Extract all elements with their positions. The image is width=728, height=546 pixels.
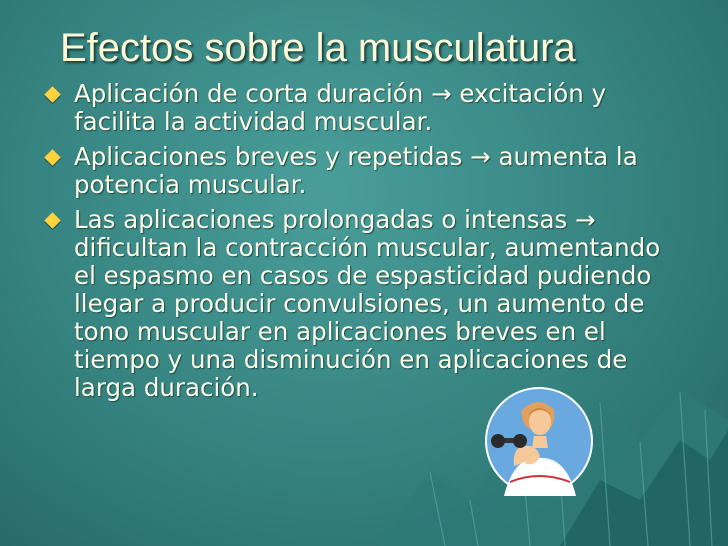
woman-lifting-dumbbell-clipart <box>484 386 594 496</box>
bullet-list <box>44 80 684 409</box>
diamond-bullet-icon <box>44 86 61 103</box>
bullet-text: Aplicaciones breves y repetidas <box>74 142 471 171</box>
bullet-item <box>44 143 684 199</box>
bullet-text-tail: aumenta la potencia muscular. <box>74 142 638 199</box>
right-arrow-icon: → <box>470 142 491 171</box>
right-arrow-icon: → <box>431 79 452 108</box>
bullet-text: Aplicación de corta duración <box>74 79 432 108</box>
diamond-bullet-icon <box>44 212 61 229</box>
bullet-item <box>44 206 684 402</box>
bullet-text-tail: excitación y facilita la actividad muscular. <box>74 79 607 136</box>
slide-title: Efectos sobre la musculatura <box>60 26 576 70</box>
bullet-item <box>44 80 684 136</box>
diamond-bullet-icon <box>44 149 61 166</box>
bullet-text: Las aplicaciones prolongadas o intensas <box>74 205 576 234</box>
right-arrow-icon: → <box>575 205 596 234</box>
bullet-text-tail: dificultan la contracción muscular, aumentando el espasmo en casos de espasticidad pudiendo llegar a producir convulsiones, un aumento de tono muscular en aplicaciones breves en el tiempo y una disminución en aplicaciones de larga duración. <box>74 233 661 402</box>
